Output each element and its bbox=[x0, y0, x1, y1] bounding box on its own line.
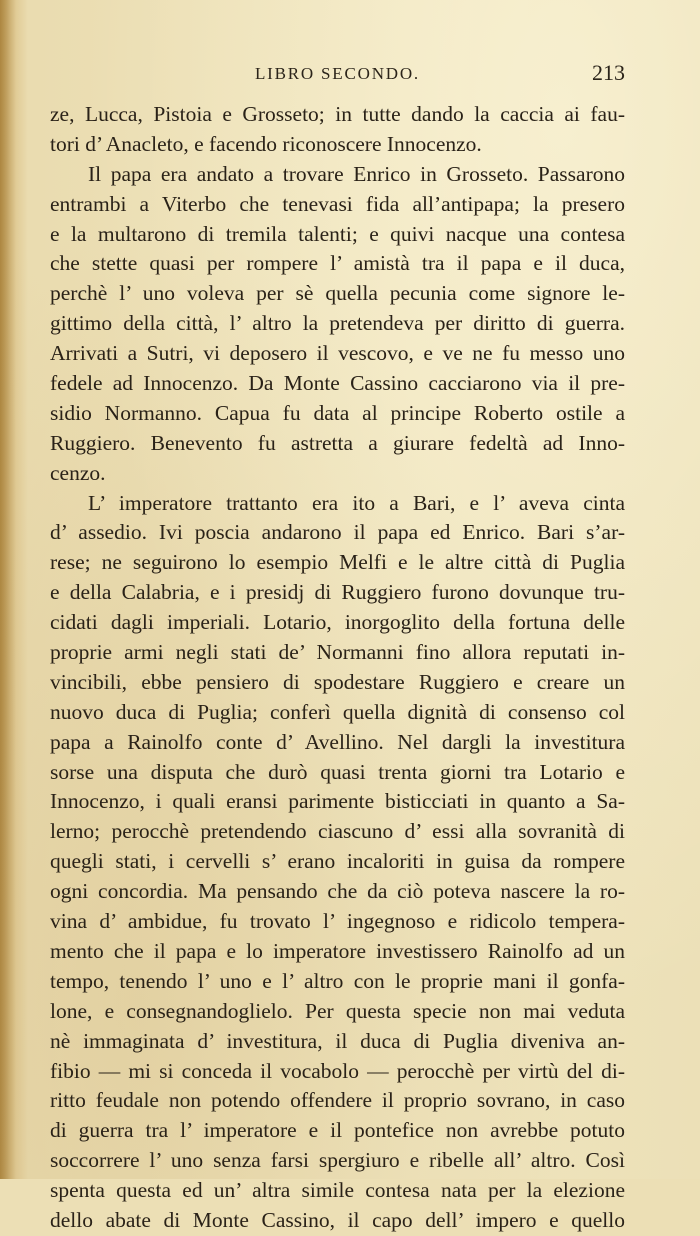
body-text bbox=[50, 100, 625, 1236]
text-line: gittimo della città, l’ altro la pretendeva per diritto di guerra. bbox=[50, 311, 625, 336]
text-line: lone, e consegnandoglielo. Per questa specie non mai veduta bbox=[50, 998, 625, 1023]
text-line: L’ imperatore trattanto era ito a Bari, e l’ aveva cinta bbox=[88, 490, 625, 515]
text-line: sidio Normanno. Capua fu data al principe Roberto ostile a bbox=[50, 400, 625, 425]
text-line: e la multarono di tremila talenti; e quivi nacque una contesa bbox=[50, 221, 625, 246]
text-line: mento che il papa e lo imperatore investissero Rainolfo ad un bbox=[50, 938, 625, 963]
text-line: tempo, tenendo l’ uno e l’ altro con le proprie mani il gonfa- bbox=[50, 968, 625, 993]
text-line: quegli stati, i cervelli s’ erano incaloriti in guisa da rompere bbox=[50, 849, 625, 874]
text-line: Ruggiero. Benevento fu astretta a giurare fedeltà ad Inno- bbox=[50, 430, 625, 455]
text-line: fedele ad Innocenzo. Da Monte Cassino cacciarono via il pre- bbox=[50, 371, 625, 396]
text-line: papa a Rainolfo conte d’ Avellino. Nel dargli la investitura bbox=[50, 729, 625, 754]
text-line: sorse una disputa che durò quasi trenta giorni tra Lotario e bbox=[50, 759, 625, 784]
text-line: di guerra tra l’ imperatore e il pontefice non avrebbe potuto bbox=[50, 1118, 625, 1143]
text-line: lerno; perocchè pretendendo ciascuno d’ essi alla sovranità di bbox=[50, 819, 625, 844]
text-line: fibio — mi si conceda il vocabolo — perocchè per virtù del di- bbox=[50, 1058, 625, 1083]
text-line: rese; ne seguirono lo esempio Melfi e le altre città di Puglia bbox=[50, 550, 625, 575]
text-line: ogni concordia. Ma pensando che da ciò poteva nascere la ro- bbox=[50, 879, 625, 904]
page-header bbox=[50, 58, 625, 88]
text-line: d’ assedio. Ivi poscia andarono il papa ed Enrico. Bari s’ar- bbox=[50, 520, 625, 545]
running-head: LIBRO SECONDO. bbox=[255, 64, 420, 83]
spine-shadow bbox=[0, 0, 16, 1179]
text-line: perchè l’ uno voleva per sè quella pecunia come signore le- bbox=[50, 281, 625, 306]
text-line: ritto feudale non potendo offendere il proprio sovrano, in caso bbox=[50, 1088, 625, 1113]
text-line: entrambi a Viterbo che tenevasi fida all’antipapa; la presero bbox=[50, 191, 625, 216]
text-line: soccorrere l’ uno senza farsi spergiuro e ribelle all’ altro. Così bbox=[50, 1148, 625, 1173]
text-line: e della Calabria, e i presidj di Ruggiero furono dovunque tru- bbox=[50, 580, 625, 605]
text-line: cidati dagli imperiali. Lotario, inorgoglito della fortuna delle bbox=[50, 610, 625, 635]
text-line: vina d’ ambidue, fu trovato l’ ingegnoso e ridicolo tempera- bbox=[50, 909, 625, 934]
text-line: cenzo. bbox=[50, 460, 106, 485]
text-line: nè immaginata d’ investitura, il duca di Puglia diveniva an- bbox=[50, 1028, 625, 1053]
text-line: dello abate di Monte Cassino, il capo dell’ impero e quello bbox=[50, 1207, 625, 1232]
page-number: 213 bbox=[592, 60, 625, 85]
text-line: tori d’ Anacleto, e facendo riconoscere Innocenzo. bbox=[50, 131, 482, 156]
text-line: che stette quasi per rompere l’ amistà tra il papa e il duca, bbox=[50, 251, 625, 276]
text-line: proprie armi negli stati de’ Normanni fino allora reputati in- bbox=[50, 640, 625, 665]
text-line: spenta questa ed un’ altra simile contesa nata per la elezione bbox=[50, 1178, 625, 1203]
text-line: vincibili, ebbe pensiero di spodestare Ruggiero e creare un bbox=[50, 669, 625, 694]
text-line: ze, Lucca, Pistoia e Grosseto; in tutte dando la caccia ai fau- bbox=[50, 102, 625, 126]
text-line: Innocenzo, i quali eransi parimente bisticciati in quanto a Sa- bbox=[50, 789, 625, 814]
text-line: Arrivati a Sutri, vi deposero il vescovo, e ve ne fu messo uno bbox=[50, 341, 625, 366]
text-line: nuovo duca di Puglia; conferì quella dignità di consenso col bbox=[50, 699, 625, 724]
text-line: Il papa era andato a trovare Enrico in Grosseto. Passarono bbox=[88, 161, 625, 186]
